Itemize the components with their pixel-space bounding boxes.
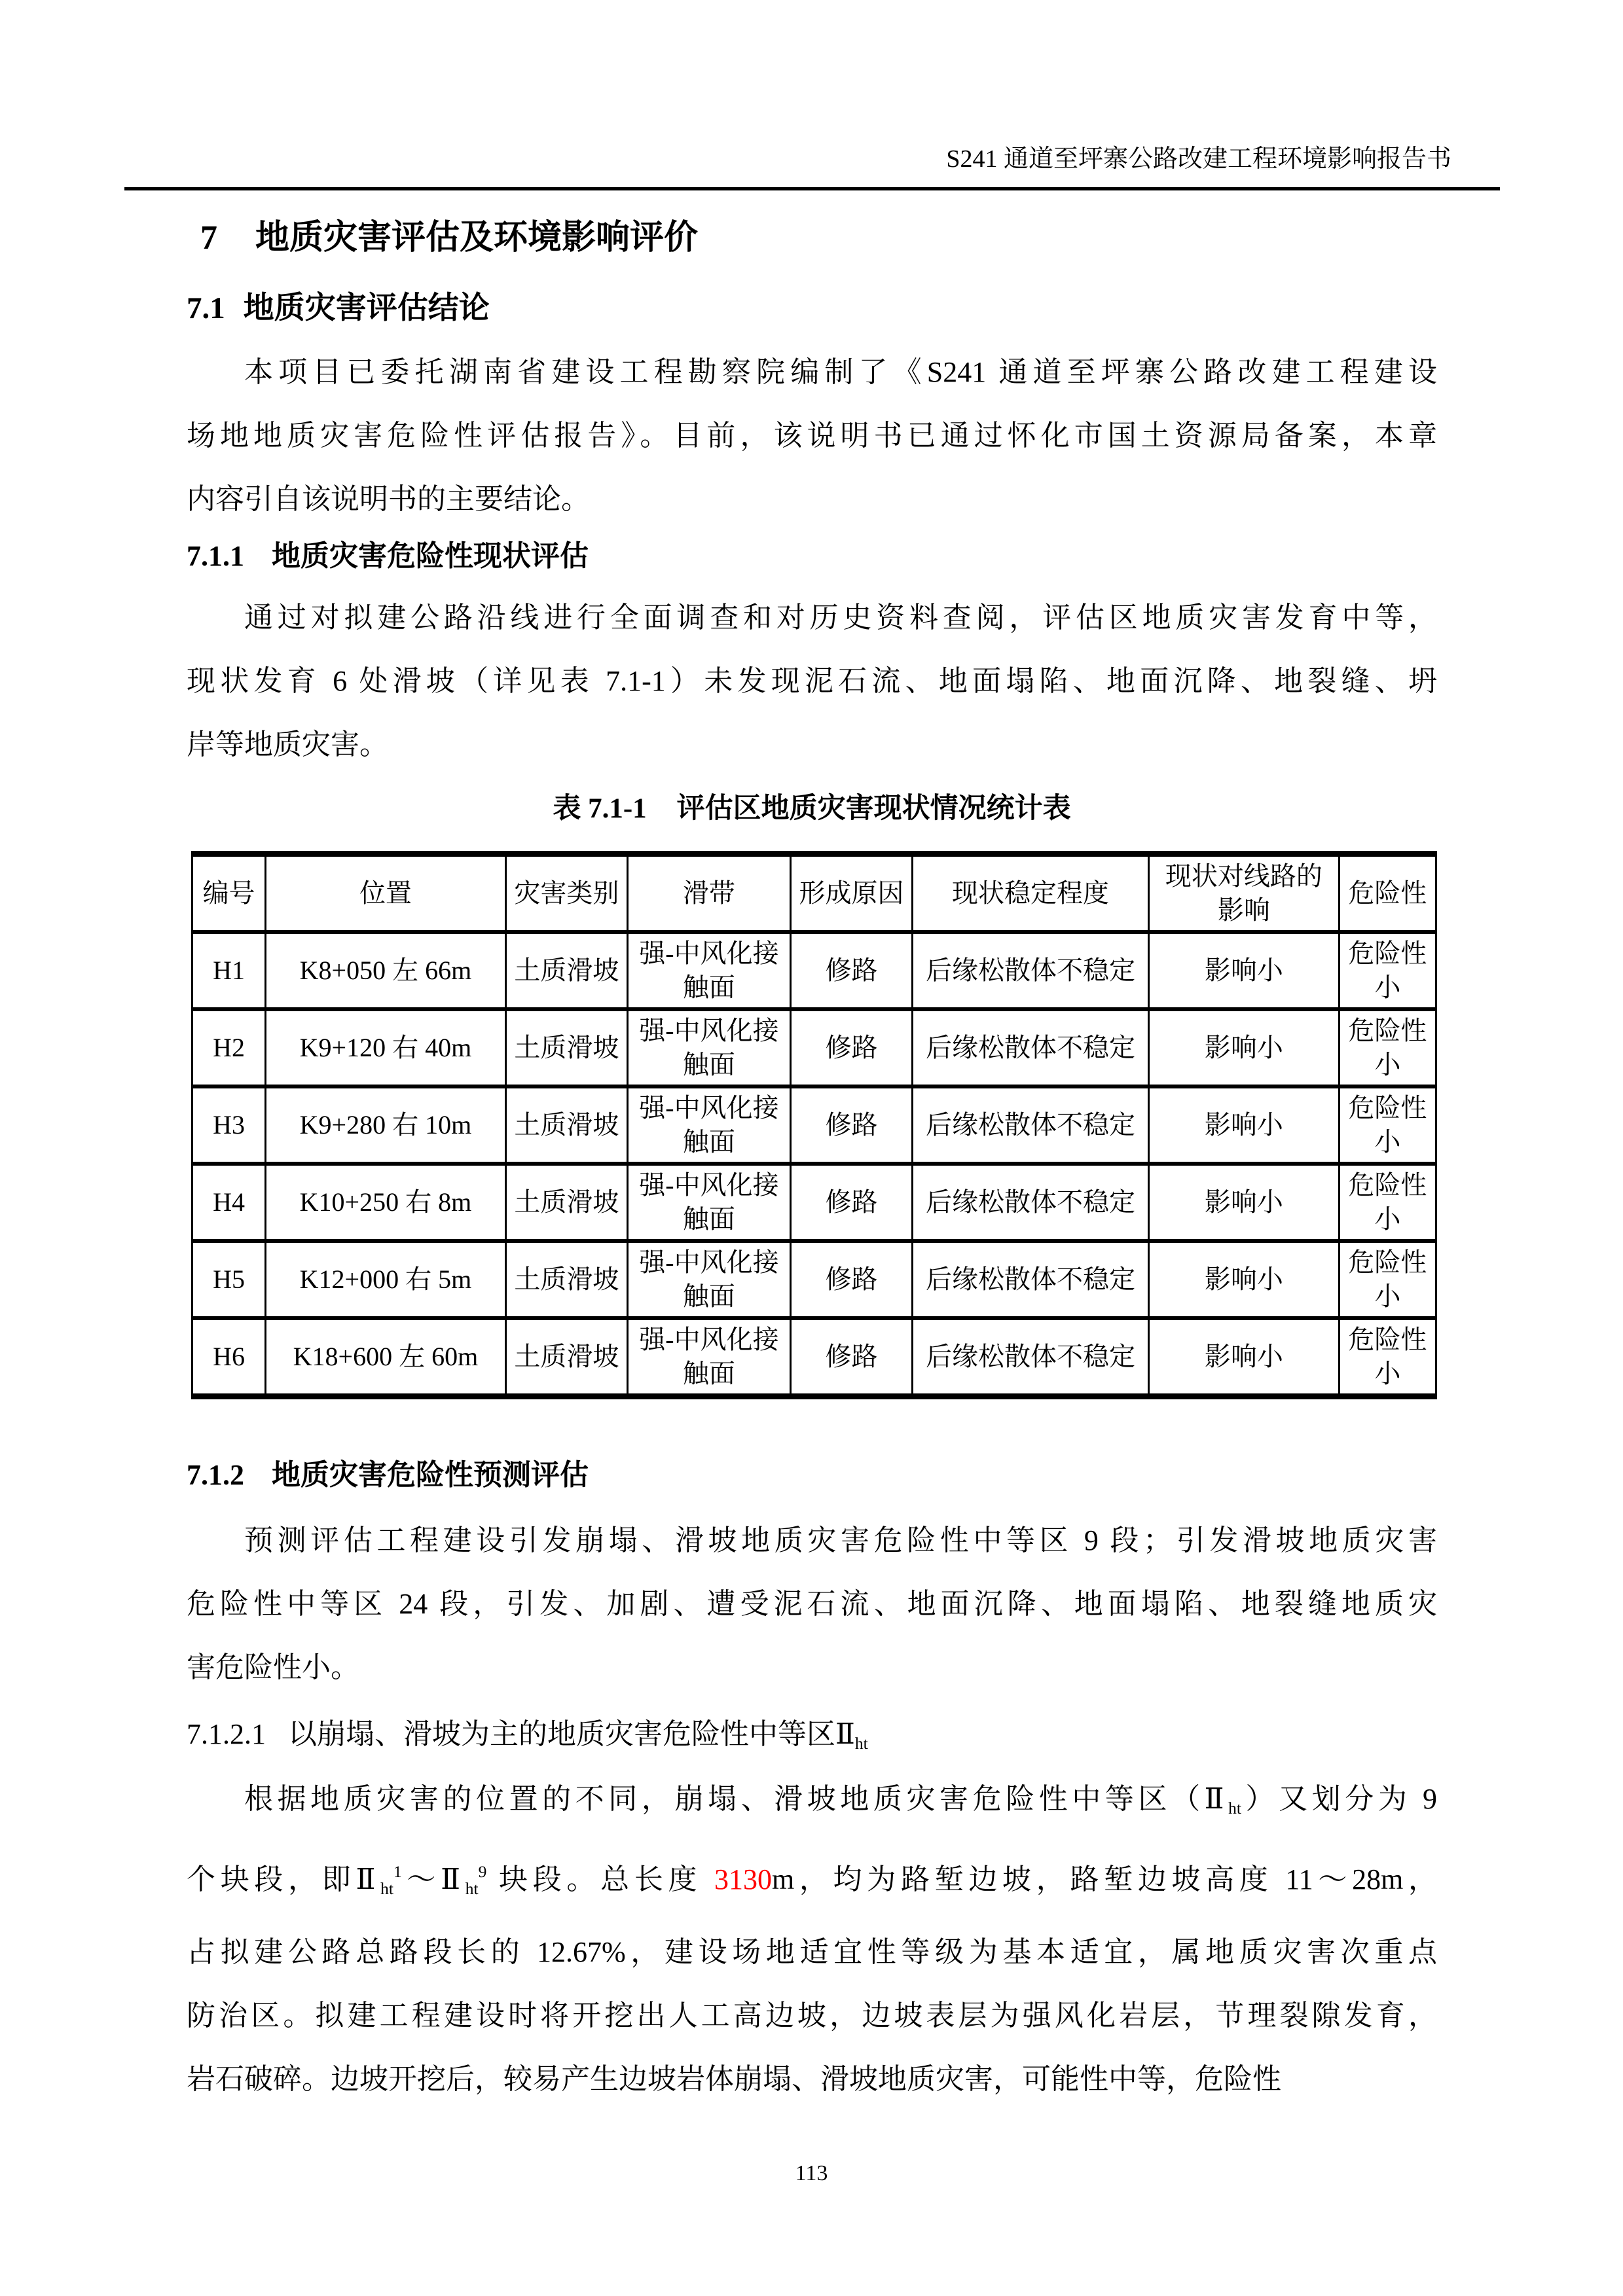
table-cell: 土质滑坡 — [505, 932, 627, 1009]
row-id-cell: H3 — [192, 1086, 266, 1164]
table-header-cell: 现状对线路的影响 — [1149, 854, 1340, 933]
table-title-number: 表 7.1-1 — [553, 793, 647, 824]
paragraph-line — [187, 340, 1437, 404]
table-cell: 强-中风化接触面 — [627, 1009, 790, 1086]
table-cell: 强-中风化接触面 — [627, 1318, 790, 1397]
table-cell: 强-中风化接触面 — [627, 1241, 790, 1318]
text-run: 防治区。拟建工程建设时将开挖出人工高边坡，边坡表层为强风化岩层，节理裂隙发育， — [187, 2000, 1437, 2032]
text-run: 根据地质灾害的位置的不同，崩塌、滑坡地质灾害危险性中等区（Ⅱ — [244, 1783, 1229, 1815]
paragraph-intro — [187, 340, 1437, 531]
table-cell: 影响小 — [1149, 1318, 1340, 1397]
table-cell: 强-中风化接触面 — [627, 932, 790, 1009]
heading-number: 7.1.2 — [187, 1459, 244, 1491]
row-id-cell: H6 — [192, 1318, 266, 1397]
table-cell: K12+000 右 5m — [266, 1241, 506, 1318]
table-cell: 危险性小 — [1339, 1318, 1436, 1397]
table-title — [187, 789, 1437, 829]
text-run: 占拟建公路总路段长的 12.67%，建设场地适宜性等级为基本适宜，属地质灾害次重点 — [187, 1936, 1437, 1968]
text-run: 通过对拟建公路沿线进行全面调查和对历史资料查阅，评估区地质灾害发育中等， — [244, 601, 1437, 634]
text-run: 岸等地质灾害。 — [187, 728, 388, 761]
text-run: 块段。总长度 — [486, 1863, 714, 1895]
paragraph-current-status — [187, 586, 1437, 776]
table-cell: 影响小 — [1149, 1009, 1340, 1086]
table-cell: 修路 — [790, 1164, 912, 1241]
table-row — [192, 1086, 1436, 1164]
paragraph-line — [187, 2047, 1437, 2111]
table-cell: 土质滑坡 — [505, 1241, 627, 1318]
table-cell: 影响小 — [1149, 1086, 1340, 1164]
table-cell: 后缘松散体不稳定 — [913, 1164, 1149, 1241]
table-title-text: 评估区地质灾害现状情况统计表 — [676, 793, 1071, 824]
table-cell: 危险性小 — [1339, 1241, 1436, 1318]
heading-number: 7.1.1 — [187, 540, 244, 572]
heading-label: 地质灾害评估结论 — [243, 291, 490, 325]
paragraph-line — [187, 1840, 1437, 1920]
heading-label: 以崩塌、滑坡为主的地质灾害危险性中等区Ⅱ — [288, 1718, 855, 1750]
table-cell: 强-中风化接触面 — [627, 1086, 790, 1164]
text-run: 害危险性小。 — [187, 1651, 359, 1683]
table-cell: K10+250 右 8m — [266, 1164, 506, 1241]
paragraph-zone-detail — [187, 1767, 1437, 2111]
paragraph-line — [187, 1509, 1437, 1572]
highlight-red-value: 3130 — [714, 1863, 772, 1895]
table-cell: 修路 — [790, 1086, 912, 1164]
paragraph-line — [187, 404, 1437, 467]
table-cell: 修路 — [790, 1318, 912, 1397]
text-run: 个块段，即Ⅱ — [187, 1863, 381, 1895]
row-id-cell: H5 — [192, 1241, 266, 1318]
table-header-cell: 灾害类别 — [505, 854, 627, 933]
text-run: 本项目已委托湖南省建设工程勘察院编制了《S241 通道至坪寨公路改建工程建设 — [244, 356, 1437, 388]
running-header-title: S241 通道至坪寨公路改建工程环境影响报告书 — [946, 145, 1451, 173]
geological-hazard-table — [191, 851, 1437, 1399]
heading-label: 地质灾害危险性预测评估 — [272, 1459, 589, 1491]
heading-number: 7 — [200, 219, 217, 257]
text-run: 场地地质灾害危险性评估报告》。目前，该说明书已通过怀化市国土资源局备案，本章 — [187, 420, 1437, 452]
table-cell: 强-中风化接触面 — [627, 1164, 790, 1241]
header-rule — [124, 187, 1500, 190]
paragraph-line — [187, 713, 1437, 776]
table-header-row — [192, 854, 1436, 933]
table-row — [192, 1318, 1436, 1397]
text-run: m，均为路堑边坡，路堑边坡高度 11～28m， — [771, 1863, 1438, 1895]
paragraph-line — [187, 1767, 1437, 1840]
paragraph-line — [187, 1920, 1437, 1984]
text-run: 危险性中等区 24 段，引发、加剧、遭受泥石流、地面沉降、地面塌陷、地裂缝地质灾 — [187, 1588, 1437, 1620]
table-cell: K8+050 左 66m — [266, 932, 506, 1009]
paragraph-prediction — [187, 1509, 1437, 1699]
table-header-cell: 编号 — [192, 854, 266, 933]
heading-label: 地质灾害危险性现状评估 — [272, 540, 589, 572]
table-cell: 后缘松散体不稳定 — [913, 1241, 1149, 1318]
heading-7-1-2 — [187, 1456, 589, 1495]
text-run: 内容引自该说明书的主要结论。 — [187, 483, 590, 515]
text-run: ～Ⅱ — [401, 1863, 465, 1895]
heading-7-1-2-1 — [187, 1715, 868, 1763]
table-cell: 危险性小 — [1339, 1164, 1436, 1241]
row-id-cell: H1 — [192, 932, 266, 1009]
heading-7-1-1 — [187, 537, 589, 576]
paragraph-line — [187, 1572, 1437, 1636]
paragraph-line — [187, 586, 1437, 649]
row-id-cell: H4 — [192, 1164, 266, 1241]
text-run: ）又划分为 9 — [1241, 1783, 1438, 1815]
heading-label: 地质灾害评估及环境影响评价 — [255, 219, 699, 257]
text-run: 现状发育 6 处滑坡（详见表 7.1-1）未发现泥石流、地面塌陷、地面沉降、地裂缝、坍 — [187, 665, 1437, 697]
table-cell: 修路 — [790, 1241, 912, 1318]
table-row — [192, 932, 1436, 1009]
table-cell: 后缘松散体不稳定 — [913, 1086, 1149, 1164]
heading-chapter-7 — [200, 216, 698, 260]
table-row — [192, 1164, 1436, 1241]
table-row — [192, 1241, 1436, 1318]
heading-number: 7.1 — [187, 291, 225, 325]
table-cell: 危险性小 — [1339, 932, 1436, 1009]
table-header-cell: 现状稳定程度 — [913, 854, 1149, 933]
table-cell: 后缘松散体不稳定 — [913, 932, 1149, 1009]
table-cell: 危险性小 — [1339, 1086, 1436, 1164]
table-cell: 土质滑坡 — [505, 1164, 627, 1241]
paragraph-line — [187, 467, 1437, 531]
text-run: ht — [380, 1879, 393, 1898]
paragraph-line — [187, 1636, 1437, 1699]
table-cell: K9+280 右 10m — [266, 1086, 506, 1164]
row-id-cell: H2 — [192, 1009, 266, 1086]
heading-7-1 — [187, 288, 490, 329]
table-header-cell: 滑带 — [627, 854, 790, 933]
text-run: 9 — [478, 1862, 487, 1881]
text-run: 岩石破碎。边坡开挖后，较易产生边坡岩体崩塌、滑坡地质灾害，可能性中等，危险性 — [187, 2063, 1281, 2095]
table-cell: K18+600 左 60m — [266, 1318, 506, 1397]
page-number: 113 — [795, 2161, 828, 2185]
text-run: ht — [465, 1879, 479, 1898]
table-cell: 影响小 — [1149, 932, 1340, 1009]
table-cell: K9+120 右 40m — [266, 1009, 506, 1086]
heading-number: 7.1.2.1 — [187, 1718, 266, 1750]
table-header-cell: 位置 — [266, 854, 506, 933]
table-cell: 土质滑坡 — [505, 1086, 627, 1164]
table-cell: 影响小 — [1149, 1164, 1340, 1241]
table-cell: 后缘松散体不稳定 — [913, 1009, 1149, 1086]
heading-label-subscript: ht — [854, 1734, 868, 1753]
table-cell: 修路 — [790, 1009, 912, 1086]
table-row — [192, 1009, 1436, 1086]
table-cell: 土质滑坡 — [505, 1318, 627, 1397]
table-cell: 后缘松散体不稳定 — [913, 1318, 1149, 1397]
table-header-cell: 危险性 — [1339, 854, 1436, 933]
text-run: ht — [1228, 1799, 1241, 1818]
table-cell: 危险性小 — [1339, 1009, 1436, 1086]
paragraph-line — [187, 649, 1437, 713]
table-cell: 修路 — [790, 932, 912, 1009]
table-cell: 影响小 — [1149, 1241, 1340, 1318]
paragraph-line — [187, 1984, 1437, 2047]
text-run: 预测评估工程建设引发崩塌、滑坡地质灾害危险性中等区 9 段；引发滑坡地质灾害 — [244, 1524, 1437, 1556]
text-run: 1 — [393, 1862, 402, 1881]
table-header-cell: 形成原因 — [790, 854, 912, 933]
table-cell: 土质滑坡 — [505, 1009, 627, 1086]
